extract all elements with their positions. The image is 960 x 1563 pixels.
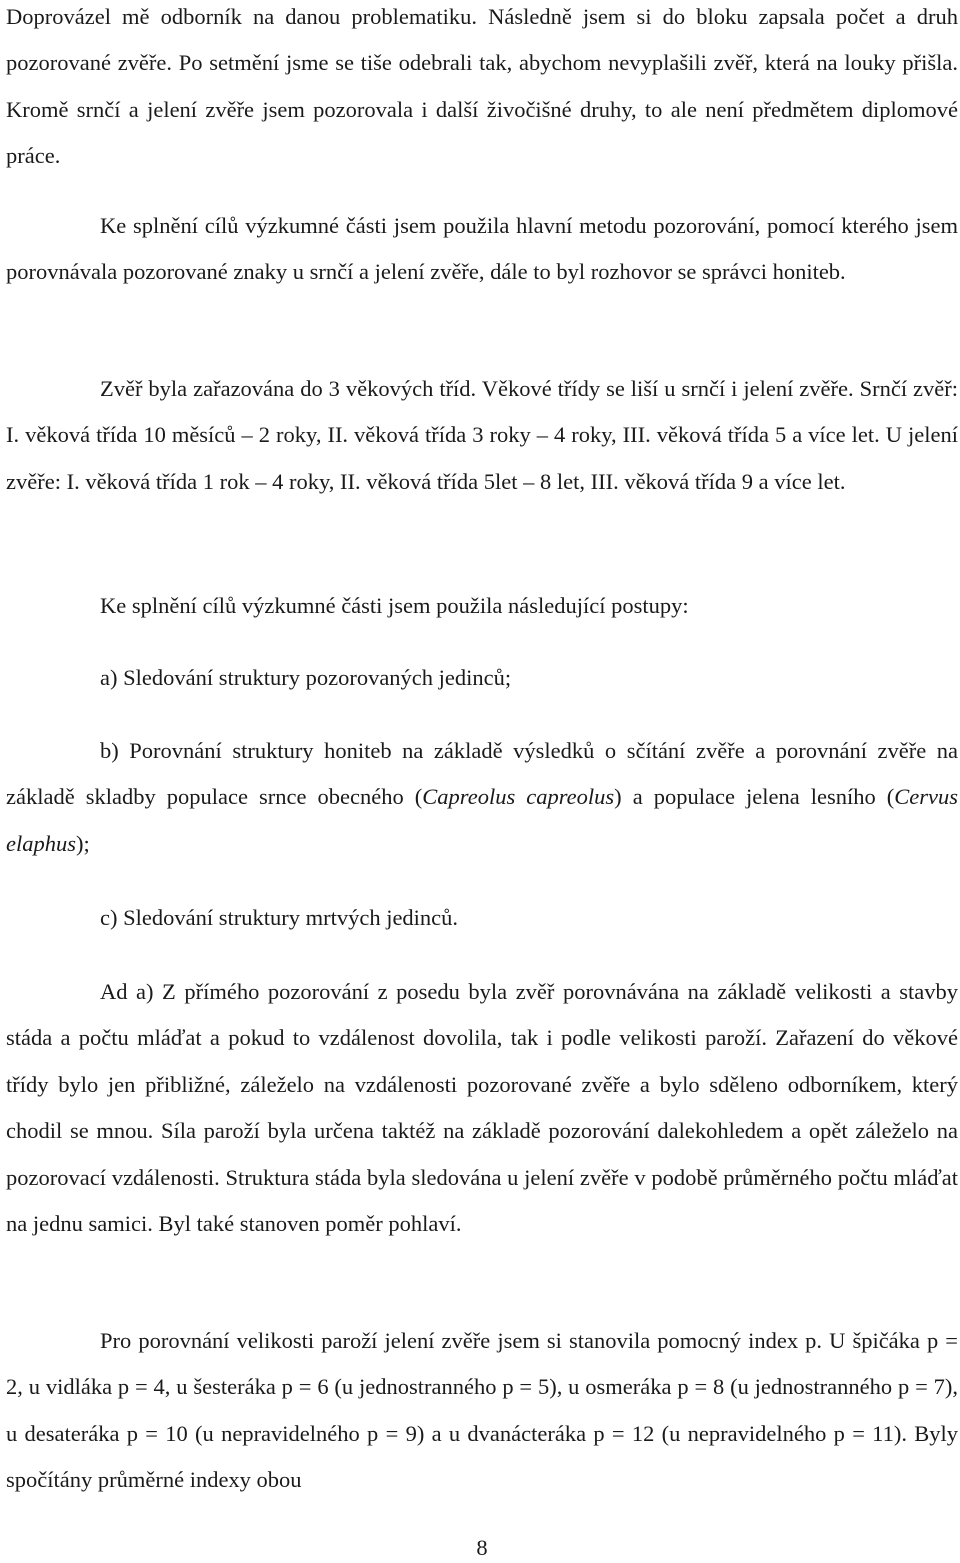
document-page (6, 0, 958, 1563)
paragraph-antler-index: Pro porovnání velikosti paroží jelení zvěře jsem si stanovila pomocný index p. U špičáka p = 2, u vidláka p = 4, u šesteráka p = 6 (u jednostranného p = 5), u osmeráka p = 8 (u jednostranného p = 7), u desateráka p = 10 (u nepravidelného p = 9) a u dvanácteráka p = 12 (u nepravidelného p = 11). Byly spočítány průměrné indexy obou (6, 1328, 958, 1493)
paragraph-observation-method: Doprovázel mě odborník na danou problematiku. Následně jsem si do bloku zapsala počet a druh pozorované zvěře. Po setmění jsme se tiše odebrali tak, abychom nevyplašili zvěř, která na louky přišla. Kromě srnčí a jelení zvěře jsem pozorovala i další živočišné druhy, to ale není předmětem diplomové práce. (6, 4, 958, 169)
paragraph-research-goals: Ke splnění cílů výzkumné části jsem použila hlavní metodu pozorování, pomocí kterého jsem porovnávala pozorované znaky u srnčí a jelení zvěře, dále to byl rozhovor se správci honiteb. (6, 213, 958, 285)
list-item-a: a) Sledování struktury pozorovaných jedinců; (100, 665, 512, 690)
list-item-c: c) Sledování struktury mrtvých jedinců. (100, 905, 459, 930)
paragraph-age-classes: Zvěř byla zařazována do 3 věkových tříd. Věkové třídy se liší u srnčí i jelení zvěře. Srnčí zvěř: I. věková třída 10 měsíců – 2 roky, II. věková třída 3 roky – 4 roky, III. věková třída 5 a více let. U jelení zvěře: I. věková třída 1 rok – 4 roky, II. věková třída 5let – 8 let, III. věková třída 9 a více let. (6, 376, 958, 494)
list-item-b (6, 728, 958, 867)
page-number: 8 (476, 1535, 488, 1560)
list-item-b-text-end: ); (76, 830, 90, 856)
species-name-roe-deer: Capreolus capreolus (422, 784, 615, 810)
list-item-b-text-start: b) Porovnání struktury honiteb na základě výsledků o sčítání zvěře a porovnání zvěře na základě skladby populace srnce obecného ( (6, 738, 958, 810)
paragraph-procedures-intro: Ke splnění cílů výzkumné části jsem použila následující postupy: (100, 593, 689, 618)
paragraph-direct-observation: Ad a) Z přímého pozorování z posedu byla zvěř porovnávána na základě velikosti a stavby stáda a počtu mláďat a pokud to vzdálenost dovolila, tak i podle velikosti paroží. Zařazení do věkové třídy bylo jen přibližné, záleželo na vzdálenosti pozorované zvěře a bylo sděleno odborníkem, který chodil se mnou. Síla paroží byla určena taktéž na základě pozorování dalekohledem a opět záleželo na pozorovací vzdálenosti. Struktura stáda byla sledována u jelení zvěře v podobě průměrného počtu mláďat na jednu samici. Byl také stanoven poměr pohlaví. (6, 979, 958, 1237)
species-name-red-deer: Cervus elaphus (6, 784, 959, 856)
list-item-b-text-mid: ) a populace jelena lesního ( (614, 784, 895, 810)
